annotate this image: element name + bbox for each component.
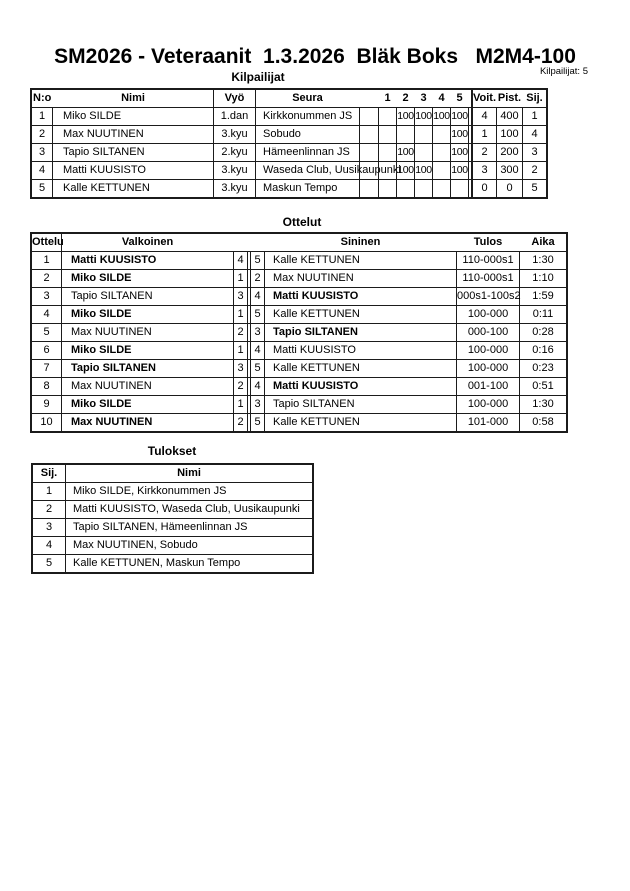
cell-name: Matti KUUSISTO, Waseda Club, Uusikaupunki xyxy=(73,503,300,515)
cell-white-number: 3 xyxy=(234,360,248,377)
grid-cell xyxy=(433,180,451,197)
cell-white-number: 3 xyxy=(234,288,248,305)
header-belt: Vyö xyxy=(214,90,256,107)
cell-place: 1 xyxy=(531,110,538,122)
header-match: Ottelu xyxy=(32,234,62,251)
cell-match-no: 1 xyxy=(32,252,62,269)
cell-wins: 3 xyxy=(473,162,497,179)
cell-result: 001-100 xyxy=(457,378,520,395)
grid-cell xyxy=(415,180,433,197)
cell-points: 0 xyxy=(497,180,523,197)
cell-match-no: 10 xyxy=(32,414,62,431)
competitors-header-row xyxy=(32,90,546,107)
grid-cell xyxy=(433,162,451,179)
cell-place: 5 xyxy=(531,182,538,194)
result-row xyxy=(33,500,312,518)
competitor-row xyxy=(32,143,546,161)
cell-time: 1:59 xyxy=(532,290,554,302)
cell-place: 5 xyxy=(33,555,66,572)
cell-result: 000-100 xyxy=(457,324,520,341)
cell-club: Sobudo xyxy=(256,126,360,143)
grid-cell xyxy=(397,126,415,143)
cell-time: 0:51 xyxy=(532,380,554,392)
cell-club: Kirkkonummen JS xyxy=(256,108,360,125)
cell-result: 110-000s1 xyxy=(457,270,520,287)
header-grid-5: 5 xyxy=(456,92,463,104)
cell-time: 0:58 xyxy=(532,416,554,428)
cell-belt: 3.kyu xyxy=(214,162,256,179)
grid-cell xyxy=(379,108,397,125)
result-row xyxy=(33,554,312,572)
cell-white-number: 1 xyxy=(234,342,248,359)
match-row xyxy=(32,359,566,377)
cell-belt: 3.kyu xyxy=(214,126,256,143)
match-row xyxy=(32,341,566,359)
grid-cell: 100 xyxy=(451,126,469,143)
cell-blue-number: 5 xyxy=(251,306,265,323)
cell-result: 100-000 xyxy=(457,342,520,359)
grid-cell: 100 xyxy=(397,144,415,161)
header-wins: Voit. xyxy=(473,92,497,104)
cell-time: 0:23 xyxy=(532,362,554,374)
cell-no: 4 xyxy=(32,162,53,179)
cell-place: 2 xyxy=(531,164,538,176)
grid-cell xyxy=(433,126,451,143)
cell-result: 000s1-100s2 xyxy=(457,288,520,305)
cell-result: 100-000 xyxy=(457,396,520,413)
cell-result: 100-000 xyxy=(457,360,520,377)
grid-cell xyxy=(397,180,415,197)
cell-name: Kalle KETTUNEN, Maskun Tempo xyxy=(73,557,241,569)
cell-place: 3 xyxy=(33,519,66,536)
cell-place: 2 xyxy=(33,501,66,518)
cell-blue-number: 4 xyxy=(251,288,265,305)
cell-no: 2 xyxy=(32,126,53,143)
cell-blue-name: Kalle KETTUNEN xyxy=(265,252,457,269)
cell-belt: 1.dan xyxy=(214,108,256,125)
cell-white-name: Max NUUTINEN xyxy=(62,414,234,431)
cell-name: Max NUUTINEN xyxy=(53,126,214,143)
cell-match-no: 8 xyxy=(32,378,62,395)
header-white-num xyxy=(234,234,248,251)
participants-count: Kilpailijat: 5 xyxy=(539,66,588,77)
cell-blue-number: 5 xyxy=(251,252,265,269)
cell-blue-number: 5 xyxy=(251,414,265,431)
match-row xyxy=(32,287,566,305)
cell-wins: 0 xyxy=(473,180,497,197)
match-row xyxy=(32,269,566,287)
match-row xyxy=(32,305,566,323)
cell-white-name: Miko SILDE xyxy=(62,306,234,323)
page-title: SM2026 - Veteraanit 1.3.2026 Bläk Boks M2M4-100 xyxy=(54,45,576,68)
header-place: Sij. xyxy=(526,92,543,104)
result-row xyxy=(33,536,312,554)
cell-white-name: Max NUUTINEN xyxy=(62,324,234,341)
cell-result: 110-000s1 xyxy=(457,252,520,269)
section-title-matches: Ottelut xyxy=(282,215,322,229)
match-row xyxy=(32,251,566,269)
cell-blue-number: 2 xyxy=(251,270,265,287)
header-grid-2: 2 xyxy=(402,92,409,104)
cell-white-name: Max NUUTINEN xyxy=(62,378,234,395)
cell-match-no: 7 xyxy=(32,360,62,377)
cell-place: 4 xyxy=(531,128,538,140)
cell-spacer xyxy=(360,126,379,143)
header-no: N:o xyxy=(33,92,52,104)
cell-no: 3 xyxy=(32,144,53,161)
cell-blue-name: Matti KUUSISTO xyxy=(265,378,457,395)
header-grid-3: 3 xyxy=(420,92,427,104)
cell-club: Maskun Tempo xyxy=(256,180,360,197)
matches-table xyxy=(30,232,568,433)
grid-cell xyxy=(379,180,397,197)
cell-blue-name: Kalle KETTUNEN xyxy=(265,360,457,377)
cell-match-no: 4 xyxy=(32,306,62,323)
header-place: Sij. xyxy=(33,465,66,482)
header-result: Tulos xyxy=(473,236,503,248)
section-title-competitors: Kilpailijat xyxy=(231,70,285,84)
match-row xyxy=(32,395,566,413)
grid-cell xyxy=(451,180,469,197)
cell-spacer xyxy=(360,108,379,125)
cell-name: Tapio SILTANEN xyxy=(53,144,214,161)
cell-blue-name: Matti KUUSISTO xyxy=(265,342,457,359)
cell-club: Waseda Club, Uusikaupunki xyxy=(256,162,360,179)
matches-header-row xyxy=(32,234,566,251)
cell-time: 1:30 xyxy=(532,254,554,266)
result-row xyxy=(33,518,312,536)
cell-wins: 2 xyxy=(473,144,497,161)
cell-place: 3 xyxy=(531,146,538,158)
cell-name: Matti KUUSISTO xyxy=(53,162,214,179)
cell-blue-number: 4 xyxy=(251,378,265,395)
cell-time: 1:30 xyxy=(532,398,554,410)
grid-cell: 100 xyxy=(451,144,469,161)
competitor-row xyxy=(32,161,546,179)
grid-cell: 100 xyxy=(397,162,415,179)
competitor-row xyxy=(32,179,546,197)
cell-time: 0:11 xyxy=(532,308,554,320)
cell-white-name: Tapio SILTANEN xyxy=(62,360,234,377)
cell-club: Hämeenlinnan JS xyxy=(256,144,360,161)
grid-cell: 100 xyxy=(451,162,469,179)
cell-spacer xyxy=(360,180,379,197)
cell-white-name: Matti KUUSISTO xyxy=(62,252,234,269)
grid-cell: 100 xyxy=(451,108,469,125)
cell-blue-number: 3 xyxy=(251,324,265,341)
grid-cell: 100 xyxy=(397,108,415,125)
results-header-row xyxy=(33,465,312,482)
cell-blue-number: 3 xyxy=(251,396,265,413)
cell-white-number: 2 xyxy=(234,324,248,341)
cell-no: 5 xyxy=(32,180,53,197)
cell-belt: 2.kyu xyxy=(214,144,256,161)
cell-points: 200 xyxy=(497,144,523,161)
header-points: Pist. xyxy=(497,92,522,104)
cell-match-no: 3 xyxy=(32,288,62,305)
cell-time: 1:10 xyxy=(532,272,554,284)
grid-cell: 100 xyxy=(415,108,433,125)
results-table xyxy=(31,463,314,574)
cell-wins: 1 xyxy=(473,126,497,143)
header-white: Valkoinen xyxy=(121,236,174,248)
cell-points: 100 xyxy=(497,126,523,143)
competitor-row xyxy=(32,107,546,125)
cell-white-number: 1 xyxy=(234,270,248,287)
competitors-table xyxy=(30,88,548,199)
match-row xyxy=(32,377,566,395)
cell-time: 0:28 xyxy=(532,326,554,338)
cell-white-name: Miko SILDE xyxy=(62,342,234,359)
cell-match-no: 5 xyxy=(32,324,62,341)
cell-name: Miko SILDE, Kirkkonummen JS xyxy=(73,485,227,497)
cell-blue-name: Matti KUUSISTO xyxy=(265,288,457,305)
cell-white-number: 2 xyxy=(234,378,248,395)
match-row xyxy=(32,413,566,431)
cell-name: Max NUUTINEN, Sobudo xyxy=(73,539,198,551)
grid-cell xyxy=(379,126,397,143)
cell-belt: 3.kyu xyxy=(214,180,256,197)
cell-no: 1 xyxy=(32,108,53,125)
header-blue-num xyxy=(251,234,265,251)
header-grid-1: 1 xyxy=(384,92,391,104)
cell-white-number: 1 xyxy=(234,306,248,323)
cell-name: Miko SILDE xyxy=(53,108,214,125)
cell-white-name: Tapio SILTANEN xyxy=(62,288,234,305)
cell-spacer xyxy=(360,162,379,179)
cell-blue-number: 4 xyxy=(251,342,265,359)
header-name: Nimi xyxy=(177,467,201,479)
cell-white-number: 1 xyxy=(234,396,248,413)
cell-points: 300 xyxy=(497,162,523,179)
cell-white-name: Miko SILDE xyxy=(62,270,234,287)
grid-cell: 100 xyxy=(415,162,433,179)
header-club: Seura xyxy=(292,92,323,104)
cell-white-name: Miko SILDE xyxy=(62,396,234,413)
cell-time: 0:16 xyxy=(532,344,554,356)
cell-blue-name: Kalle KETTUNEN xyxy=(265,414,457,431)
header-name: Nimi xyxy=(53,90,214,107)
cell-result: 100-000 xyxy=(457,306,520,323)
grid-cell xyxy=(433,144,451,161)
grid-cell xyxy=(415,126,433,143)
cell-match-no: 2 xyxy=(32,270,62,287)
grid-cell xyxy=(415,144,433,161)
header-time: Aika xyxy=(531,236,555,248)
grid-cell xyxy=(379,144,397,161)
cell-blue-name: Kalle KETTUNEN xyxy=(265,306,457,323)
match-row xyxy=(32,323,566,341)
header-spacer xyxy=(360,90,379,107)
cell-blue-number: 5 xyxy=(251,360,265,377)
cell-white-number: 4 xyxy=(234,252,248,269)
cell-blue-name: Max NUUTINEN xyxy=(265,270,457,287)
cell-result: 101-000 xyxy=(457,414,520,431)
cell-blue-name: Tapio SILTANEN xyxy=(265,324,457,341)
cell-match-no: 9 xyxy=(32,396,62,413)
header-blue: Sininen xyxy=(340,236,381,248)
header-grid-4: 4 xyxy=(438,92,445,104)
cell-name: Tapio SILTANEN, Hämeenlinnan JS xyxy=(73,521,248,533)
cell-name: Kalle KETTUNEN xyxy=(53,180,214,197)
cell-white-number: 2 xyxy=(234,414,248,431)
cell-blue-name: Tapio SILTANEN xyxy=(265,396,457,413)
cell-place: 4 xyxy=(33,537,66,554)
cell-wins: 4 xyxy=(473,108,497,125)
competitor-row xyxy=(32,125,546,143)
cell-match-no: 6 xyxy=(32,342,62,359)
grid-cell: 100 xyxy=(433,108,451,125)
section-title-results: Tulokset xyxy=(147,444,197,458)
cell-spacer xyxy=(360,144,379,161)
cell-points: 400 xyxy=(497,108,523,125)
grid-cell xyxy=(379,162,397,179)
result-row xyxy=(33,482,312,500)
cell-place: 1 xyxy=(33,483,66,500)
